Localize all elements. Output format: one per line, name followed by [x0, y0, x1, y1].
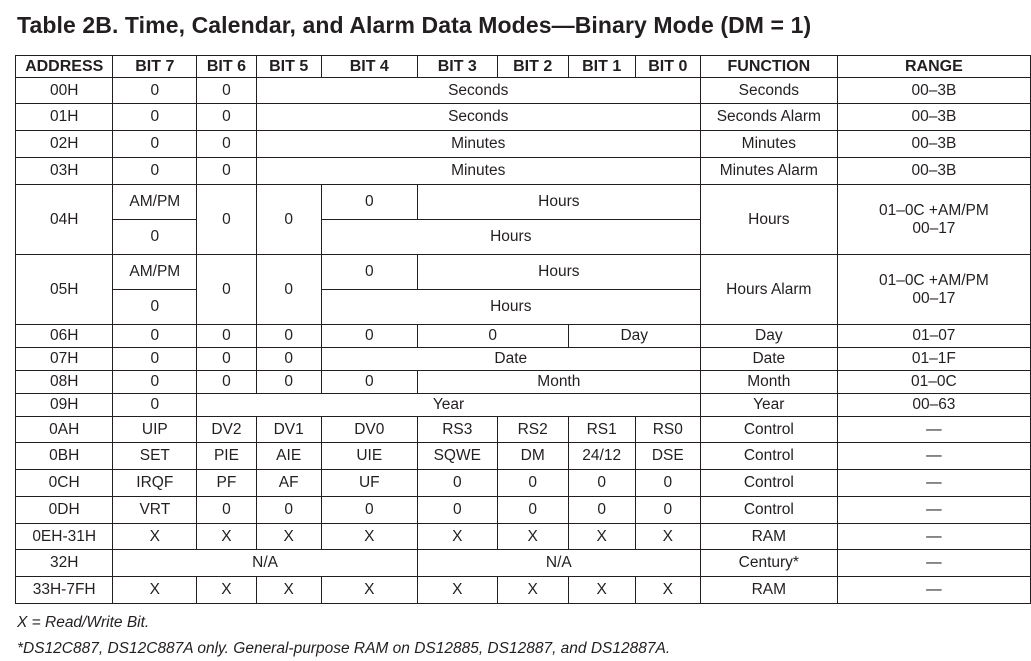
cell-function: Control — [700, 417, 837, 443]
cell-bit4: 0 — [321, 185, 417, 220]
cell-bit6: 0 — [197, 185, 256, 255]
cell-bit6: 0 — [197, 325, 256, 348]
cell-bit2: RS2 — [497, 417, 568, 443]
cell-address: 0EH-31H — [16, 524, 113, 550]
cell-function: Date — [700, 348, 837, 371]
cell-bit6: 0 — [197, 104, 256, 131]
cell-bit4: DV0 — [321, 417, 417, 443]
cell-function: Seconds — [700, 78, 837, 104]
cell-bit7: 0 — [113, 158, 197, 185]
cell-bit7: UIP — [113, 417, 197, 443]
cell-function: Control — [700, 470, 837, 497]
table-title: Table 2B. Time, Calendar, and Alarm Data Modes—Binary Mode (DM = 1) — [17, 12, 812, 38]
cell-bit7: X — [113, 577, 197, 604]
cell-bit1: X — [568, 524, 635, 550]
cell-field: Minutes — [256, 158, 700, 185]
cell-range: 01–0C — [837, 371, 1030, 394]
cell-bit1: X — [568, 577, 635, 604]
cell-bit7: X — [113, 524, 197, 550]
cell-address: 33H-7FH — [16, 577, 113, 604]
cell-bit7: 0 — [113, 78, 197, 104]
cell-bit4: X — [321, 524, 417, 550]
cell-bit0: 0 — [635, 470, 700, 497]
cell-bit2: 0 — [497, 497, 568, 524]
cell-bit6: X — [197, 524, 256, 550]
cell-bit1: 0 — [568, 470, 635, 497]
table-row — [16, 158, 1031, 185]
cell-range: — — [837, 470, 1030, 497]
cell-bit6: 0 — [197, 497, 256, 524]
table-row — [16, 371, 1031, 394]
footnote-century: *DS12C887, DS12C887A only. General-purpose RAM on DS12885, DS12887, and DS12887A. — [17, 640, 671, 657]
cell-address: 08H — [16, 371, 113, 394]
table-row — [16, 443, 1031, 470]
cell-field: Month — [417, 371, 700, 394]
cell-bit0: X — [635, 524, 700, 550]
cell-address: 07H — [16, 348, 113, 371]
cell-range: — — [837, 443, 1030, 470]
cell-bit4: 0 — [321, 371, 417, 394]
cell-range: 01–07 — [837, 325, 1030, 348]
cell-address: 0CH — [16, 470, 113, 497]
header-row — [16, 56, 1031, 78]
cell-range: — — [837, 497, 1030, 524]
cell-bit5: 0 — [256, 255, 321, 325]
cell-field: Date — [321, 348, 700, 371]
cell-bit7: 0 — [113, 394, 197, 417]
cell-field: Hours — [417, 185, 700, 220]
cell-range: 00–63 — [837, 394, 1030, 417]
cell-bit6: 0 — [197, 371, 256, 394]
header-bit7: BIT 7 — [113, 56, 197, 78]
cell-bit7: 0 — [113, 348, 197, 371]
cell-bit5: 0 — [256, 325, 321, 348]
cell-address: 09H — [16, 394, 113, 417]
table-row — [16, 255, 1031, 290]
cell-bit6: 0 — [197, 348, 256, 371]
cell-bit7: VRT — [113, 497, 197, 524]
range-24h: 00–17 — [912, 289, 956, 307]
cell-bit7: IRQF — [113, 470, 197, 497]
cell-address: 01H — [16, 104, 113, 131]
cell-field: Seconds — [256, 78, 700, 104]
header-range: RANGE — [837, 56, 1030, 78]
cell-address: 03H — [16, 158, 113, 185]
cell-range: 00–3B — [837, 78, 1030, 104]
cell-bit6: DV2 — [197, 417, 256, 443]
table-row — [16, 104, 1031, 131]
cell-bit5: X — [256, 577, 321, 604]
cell-bit7: 0 — [113, 220, 197, 255]
cell-range: — — [837, 417, 1030, 443]
cell-bit2: 0 — [497, 470, 568, 497]
cell-function: Year — [700, 394, 837, 417]
table-row — [16, 524, 1031, 550]
table-row — [16, 185, 1031, 220]
header-function: FUNCTION — [700, 56, 837, 78]
cell-bit5: 0 — [256, 348, 321, 371]
cell-range: — — [837, 524, 1030, 550]
cell-address: 05H — [16, 255, 113, 325]
cell-bit6: PF — [197, 470, 256, 497]
cell-bit6: 0 — [197, 255, 256, 325]
cell-bit1: RS1 — [568, 417, 635, 443]
cell-bit6: PIE — [197, 443, 256, 470]
cell-bit5: AF — [256, 470, 321, 497]
cell-field: Seconds — [256, 104, 700, 131]
cell-bit6: 0 — [197, 158, 256, 185]
cell-address: 0DH — [16, 497, 113, 524]
cell-function: Month — [700, 371, 837, 394]
header-bit4: BIT 4 — [321, 56, 417, 78]
cell-bit7: 0 — [113, 104, 197, 131]
cell-field: Hours — [417, 255, 700, 290]
cell-range: — — [837, 577, 1030, 604]
cell-bit2: X — [497, 577, 568, 604]
cell-bit7: 0 — [113, 131, 197, 158]
table-row — [16, 394, 1031, 417]
cell-bit5: 0 — [256, 185, 321, 255]
cell-function: RAM — [700, 577, 837, 604]
footnote-legend: X = Read/Write Bit. — [17, 614, 150, 631]
cell-bit3: X — [417, 524, 497, 550]
cell-address: 32H — [16, 550, 113, 577]
cell-address: 0BH — [16, 443, 113, 470]
cell-function: Minutes — [700, 131, 837, 158]
range-12h: 01–0C +AM/PM — [878, 271, 989, 289]
cell-bit3: 0 — [417, 470, 497, 497]
cell-bit7: AM/PM — [113, 255, 197, 290]
cell-function: RAM — [700, 524, 837, 550]
table-row — [16, 470, 1031, 497]
header-bit6: BIT 6 — [197, 56, 256, 78]
cell-bit5: X — [256, 524, 321, 550]
cell-bit0: X — [635, 577, 700, 604]
header-address: ADDRESS — [16, 56, 113, 78]
cell-bit0: RS0 — [635, 417, 700, 443]
cell-bit1: 24/12 — [568, 443, 635, 470]
cell-range: 00–3B — [837, 131, 1030, 158]
range-12h: 01–0C +AM/PM — [878, 201, 989, 219]
table-row — [16, 497, 1031, 524]
cell-range: 01–1F — [837, 348, 1030, 371]
cell-bit5: DV1 — [256, 417, 321, 443]
cell-bit3: 0 — [417, 497, 497, 524]
cell-field: N/A — [417, 550, 700, 577]
cell-bit4: X — [321, 577, 417, 604]
table-row — [16, 348, 1031, 371]
cell-function: Control — [700, 443, 837, 470]
cell-function: Hours — [700, 185, 837, 255]
cell-bit0: DSE — [635, 443, 700, 470]
table-row — [16, 131, 1031, 158]
cell-bit7: 0 — [113, 371, 197, 394]
table-row — [16, 325, 1031, 348]
cell-bit2: X — [497, 524, 568, 550]
cell-bit6: X — [197, 577, 256, 604]
cell-bit4: UF — [321, 470, 417, 497]
cell-address: 02H — [16, 131, 113, 158]
cell-bit3: SQWE — [417, 443, 497, 470]
cell-field: Day — [568, 325, 700, 348]
cell-function: Minutes Alarm — [700, 158, 837, 185]
header-bit1: BIT 1 — [568, 56, 635, 78]
cell-bit4: 0 — [321, 255, 417, 290]
cell-function: Century* — [700, 550, 837, 577]
cell-bit3: X — [417, 577, 497, 604]
table-row — [16, 577, 1031, 604]
cell-bit7: SET — [113, 443, 197, 470]
cell-bit3: RS3 — [417, 417, 497, 443]
cell-range — [837, 185, 1030, 255]
cell-function: Day — [700, 325, 837, 348]
header-bit0: BIT 0 — [635, 56, 700, 78]
cell-field: Hours — [321, 220, 700, 255]
cell-function: Hours Alarm — [700, 255, 837, 325]
cell-bit6: 0 — [197, 78, 256, 104]
cell-address: 06H — [16, 325, 113, 348]
cell-bit4: UIE — [321, 443, 417, 470]
range-24h: 00–17 — [912, 219, 956, 237]
cell-field: 0 — [417, 325, 568, 348]
cell-field: Minutes — [256, 131, 700, 158]
header-bit3: BIT 3 — [417, 56, 497, 78]
cell-range: 00–3B — [837, 158, 1030, 185]
cell-bit6: 0 — [197, 131, 256, 158]
cell-bit5: 0 — [256, 497, 321, 524]
register-table — [15, 55, 1031, 604]
cell-bit5: 0 — [256, 371, 321, 394]
cell-bit0: 0 — [635, 497, 700, 524]
cell-field: Year — [197, 394, 701, 417]
cell-range: — — [837, 550, 1030, 577]
cell-address: 04H — [16, 185, 113, 255]
cell-field: N/A — [113, 550, 417, 577]
cell-range: 00–3B — [837, 104, 1030, 131]
table-row — [16, 417, 1031, 443]
cell-bit7: AM/PM — [113, 185, 197, 220]
cell-bit2: DM — [497, 443, 568, 470]
cell-bit7: 0 — [113, 325, 197, 348]
cell-bit7: 0 — [113, 290, 197, 325]
table-row — [16, 550, 1031, 577]
header-bit2: BIT 2 — [497, 56, 568, 78]
cell-function: Seconds Alarm — [700, 104, 837, 131]
cell-function: Control — [700, 497, 837, 524]
table-row — [16, 78, 1031, 104]
cell-bit1: 0 — [568, 497, 635, 524]
cell-address: 00H — [16, 78, 113, 104]
cell-field: Hours — [321, 290, 700, 325]
cell-bit4: 0 — [321, 325, 417, 348]
cell-range — [837, 255, 1030, 325]
cell-bit5: AIE — [256, 443, 321, 470]
header-bit5: BIT 5 — [256, 56, 321, 78]
cell-address: 0AH — [16, 417, 113, 443]
cell-bit4: 0 — [321, 497, 417, 524]
